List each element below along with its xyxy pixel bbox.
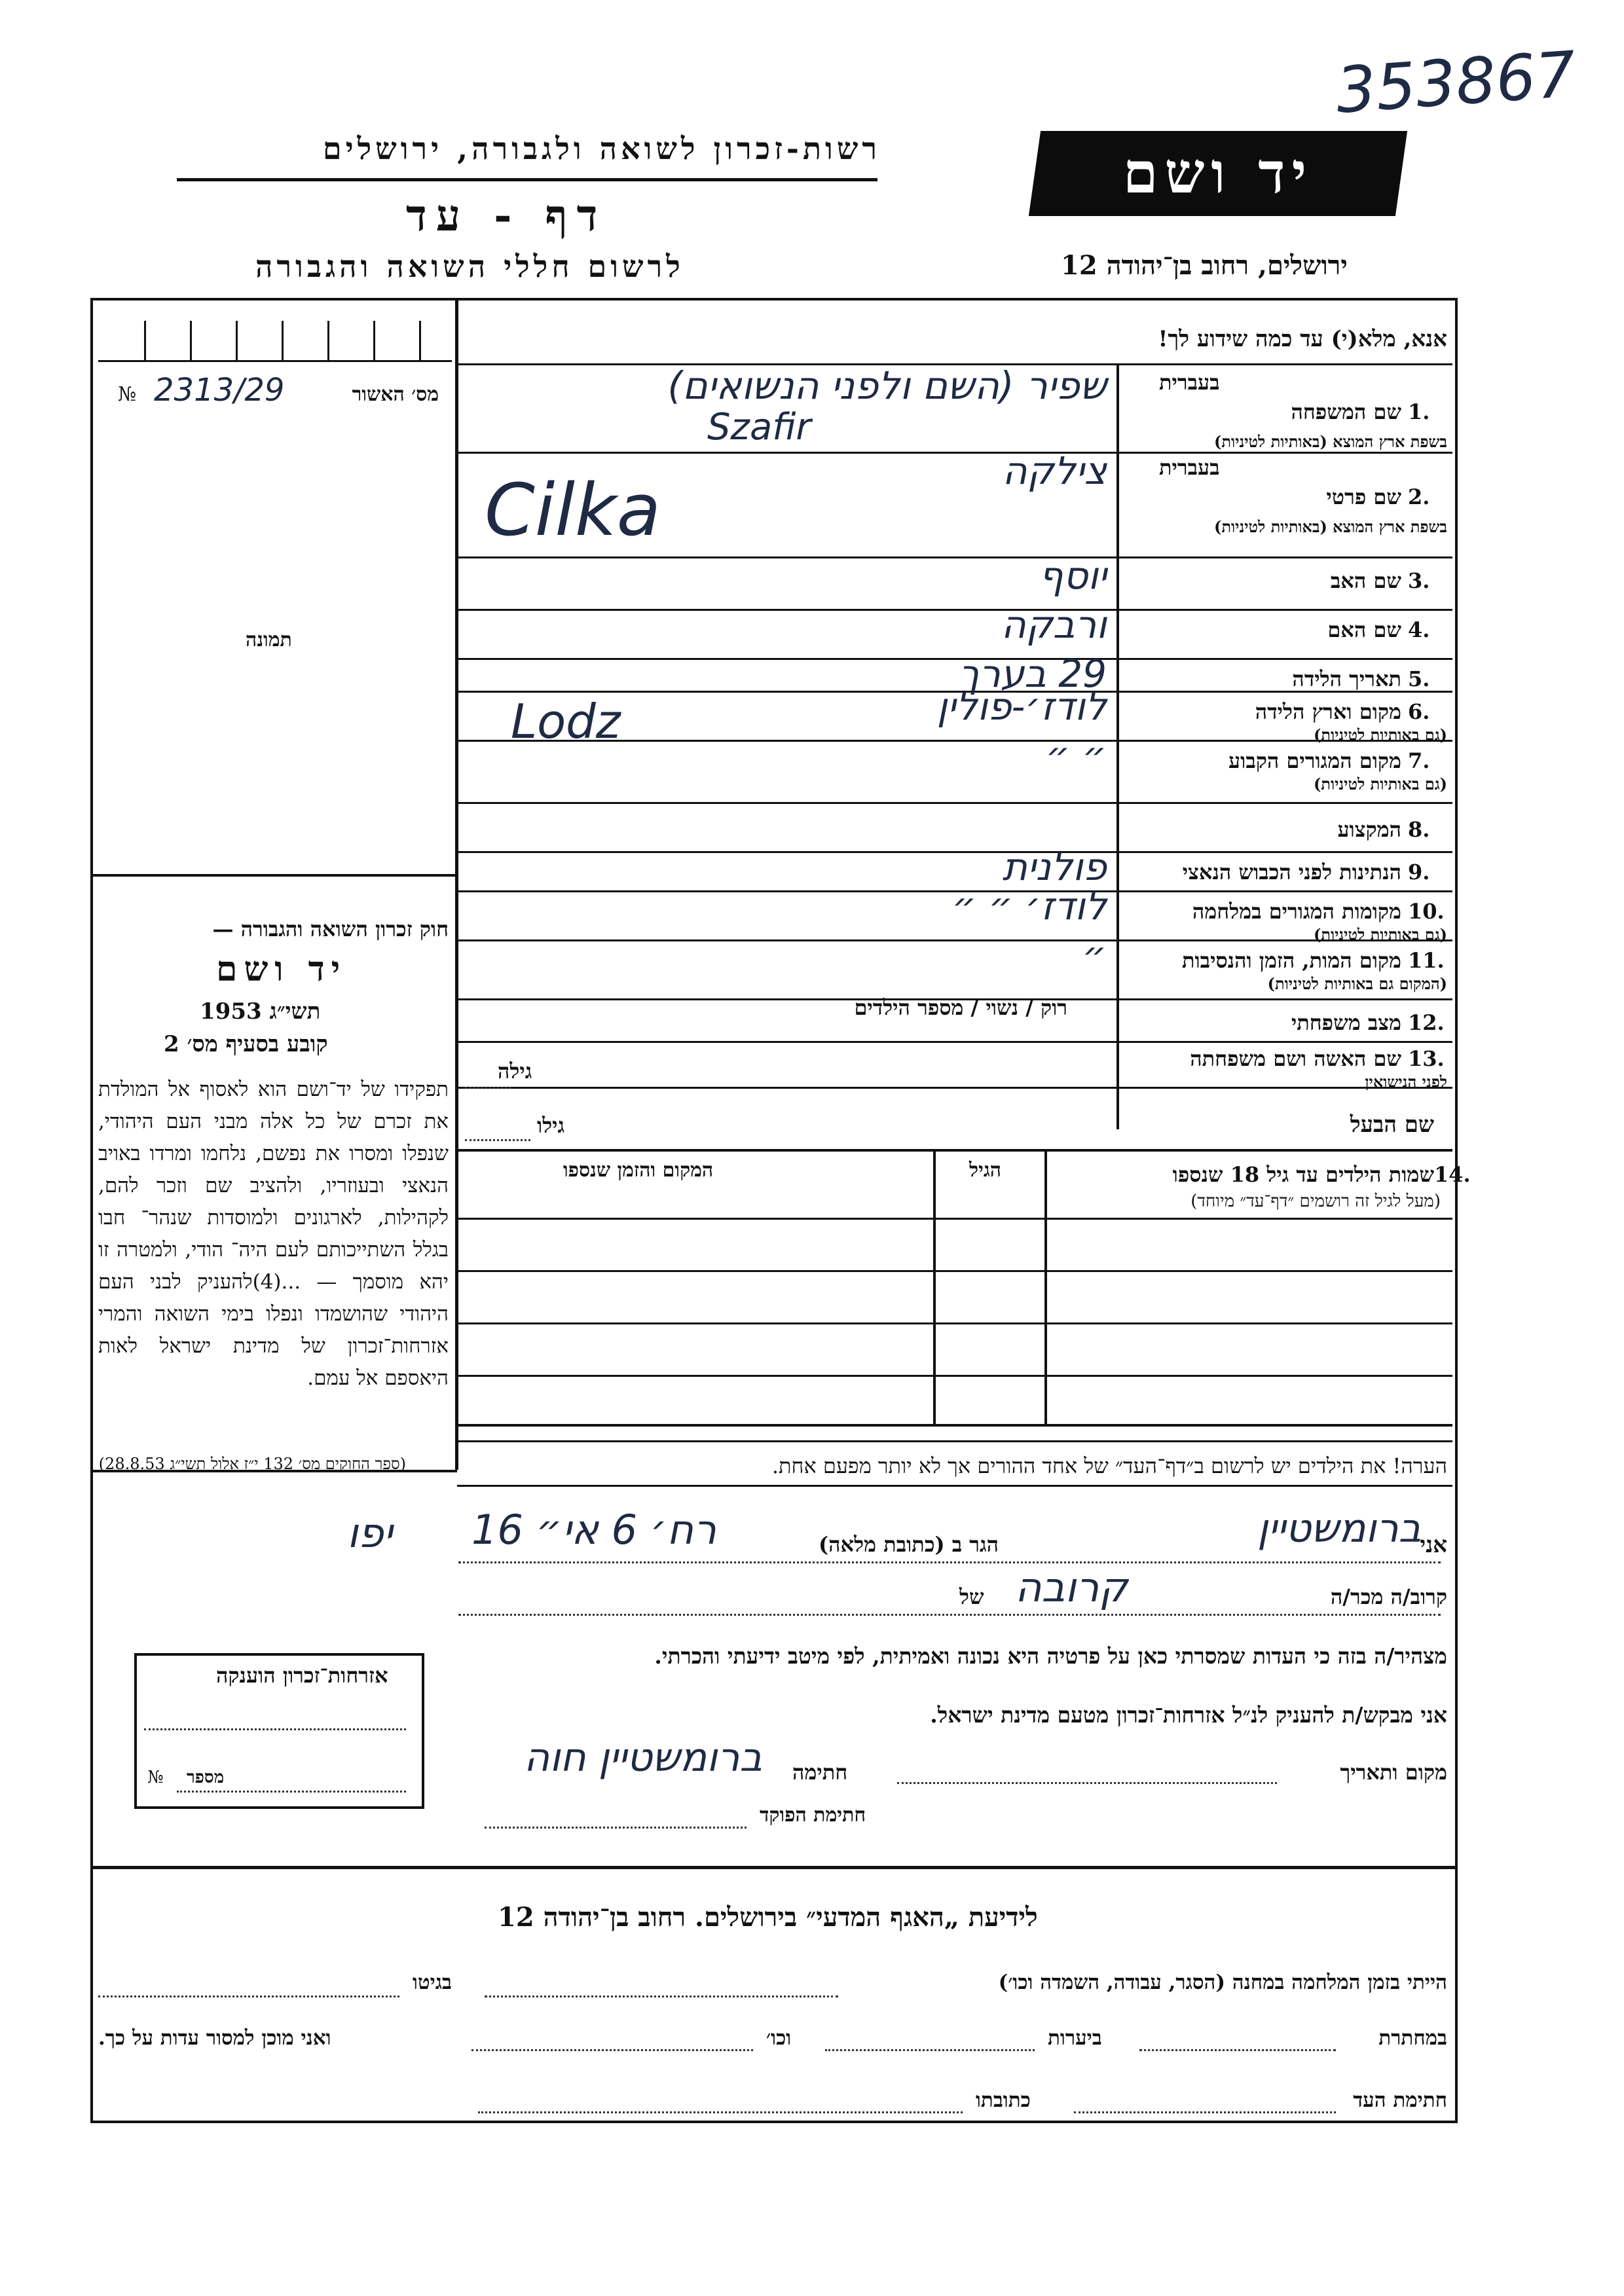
law-year: תשי״ג 1953 <box>200 998 321 1025</box>
field-number: 5. <box>1408 666 1430 691</box>
footer-line3-b: כתובתו <box>976 2088 1031 2112</box>
footer-notice: לידיעת „האגף המדעי״ בירושלים. רחוב בן־יהודה 12 <box>498 1902 1038 1933</box>
logo-text: יד ושם <box>1122 140 1314 206</box>
field-label: המקצוע <box>1337 817 1401 842</box>
field-number: 11. <box>1408 948 1445 973</box>
intro-text: אנא, מלא(י) עד כמה שידוע לך! <box>1158 326 1447 352</box>
footer-line2-d: ואני מוכן למסור עדות על כך. <box>98 2026 331 2050</box>
place-date-line[interactable] <box>897 1782 1277 1784</box>
field-sublabel: (המקום גם באותיות לטיניות) <box>1267 974 1447 993</box>
children-row-4 <box>457 1375 1452 1377</box>
field-tag: בעברית <box>1159 370 1220 395</box>
footer-line3-a: חתימת העד <box>1353 2088 1447 2112</box>
yad-vashem-logo <box>1029 131 1407 216</box>
field-value-latin[interactable]: Lodz <box>511 694 621 749</box>
registration-ticks <box>98 321 452 362</box>
husband-label: שם הבעל <box>1350 1112 1434 1138</box>
authority-title: רשות-זכרון לשואה ולגבורה, ירושלים <box>322 131 881 166</box>
header-address: ירושלים, רחוב בן־יהודה 12 <box>1061 250 1348 281</box>
field-value[interactable]: לודז׳-פולין <box>936 684 1107 729</box>
field-value[interactable]: ״ ״ <box>1045 733 1107 778</box>
children-row-2 <box>457 1270 1452 1272</box>
field-label: שם פרטי <box>1326 484 1401 509</box>
field-label: מקומות המגורים במלחמה <box>1192 899 1401 924</box>
left-column-divider <box>455 298 458 1470</box>
footer-line1-fill[interactable] <box>485 1995 838 1997</box>
field-value[interactable]: 29 בערך <box>959 651 1107 696</box>
field-value[interactable]: ״ <box>1082 933 1107 977</box>
law-title: חוק זכרון השואה והגבורה — <box>212 917 449 941</box>
children-bottom <box>457 1424 1452 1427</box>
field-number: 3. <box>1408 568 1430 593</box>
field-number: 10. <box>1408 899 1445 924</box>
memorial-number-label: מספר <box>187 1768 225 1787</box>
margin-note: יפו <box>347 1509 393 1557</box>
declarant-ani-label: אני <box>1420 1532 1447 1558</box>
field-value-latin[interactable]: Szafir <box>707 406 811 448</box>
field-number: 2. <box>1408 484 1430 509</box>
field-sublabel: (גם באותיות לטיניות) <box>1313 925 1447 944</box>
age-label-husband: גילו <box>537 1113 565 1138</box>
registration-prefix: № <box>118 383 137 406</box>
declarant-address-label: הגר ב (כתובת מלאה) <box>819 1532 999 1557</box>
field-number: 12. <box>1408 1010 1445 1035</box>
field-label: מקום המגורים הקבוע <box>1228 748 1401 773</box>
field-sublabel: בשפת ארץ המוצא (באותיות לטיניות) <box>1214 432 1447 451</box>
field-label: שם המשפחה <box>1291 399 1401 424</box>
children-col-b <box>933 1149 936 1424</box>
footer-line2-fill-b[interactable] <box>825 2049 1035 2051</box>
field-label: מקום וארץ הלידה <box>1255 699 1401 724</box>
field-value[interactable]: צילקה <box>1002 448 1107 493</box>
field-tag: בעברית <box>1159 455 1220 480</box>
form-subtitle: לרשום חללי השואה והגבורה <box>255 249 684 284</box>
footer-divider <box>90 1866 1455 1869</box>
footer-line1-b: בגיטו <box>413 1971 452 1994</box>
field-number: 9. <box>1408 860 1430 884</box>
note-bottom <box>457 1485 1452 1487</box>
declarant-address[interactable]: רח׳ 6 אי״ 16 <box>471 1506 717 1554</box>
clerk-signature-label: חתימת הפוקד <box>760 1804 866 1827</box>
children-top <box>457 1149 1452 1152</box>
field-number: 7. <box>1408 748 1430 773</box>
law-section: קובע בסעיף מס׳ 2 <box>164 1031 328 1057</box>
age-line-13[interactable] <box>465 1087 511 1089</box>
signature-value[interactable]: ברומשטיין חוה <box>524 1735 763 1781</box>
children-number: 14. <box>1434 1162 1471 1187</box>
footer-line1-fill2[interactable] <box>98 1995 399 1997</box>
field-row-divider <box>457 802 1452 804</box>
footer-line3-fill-b[interactable] <box>478 2111 963 2113</box>
field-sublabel: (גם באותיות לטיניות) <box>1313 774 1447 793</box>
field-label: שם האם <box>1327 617 1401 642</box>
law-body: תפקידו של יד־ושם הוא לאסוף אל המולדת את זכרם של כל אלה מבני העם היהודי, שנפלו ומסרו את נפשם, נלחמו ומרדו באויב הנאצי ובעוזריו, ולהציב שם וזכר להם, לקהילות, לארגונים ולמוסדות שנהר־ חבו בגלל השתייכותם לעם היה־ הודי, ולמטרה זו יהא מוסמך — ...(4)להעניק לבני העם היהודי שהושמדו ונפלו בימי השואה והמרי אזרחות־זכרון של מדינת ישראל לאות היאספם אל עמם. <box>98 1078 449 1390</box>
field-number: 13. <box>1408 1046 1445 1071</box>
field-value[interactable]: רוק / נשוי / מספר הילדים <box>854 995 1067 1020</box>
note-top <box>457 1440 1452 1442</box>
declarant-address-line <box>458 1561 1441 1563</box>
field-label: תאריך הלידה <box>1292 666 1401 691</box>
field-sublabel: בשפת ארץ המוצא (באותיות לטיניות) <box>1214 517 1447 536</box>
relation-line <box>458 1614 1441 1616</box>
memorial-line-1 <box>144 1728 406 1730</box>
archive-number: 353867 <box>1333 37 1578 128</box>
field-number: 8. <box>1408 817 1430 842</box>
field-sublabel: לפני הנישואין <box>1365 1072 1447 1091</box>
children-row-1 <box>457 1218 1452 1220</box>
age-label-13: גילה <box>498 1059 532 1084</box>
field-value[interactable]: פולנית <box>1002 845 1107 889</box>
field-sublabel: (גם באותיות לטיניות) <box>1313 725 1447 744</box>
field-value[interactable]: שפיר (השם ולפני הנשואים) <box>667 363 1107 408</box>
place-date-label: מקום ותאריך <box>1340 1760 1447 1785</box>
footer-line3-fill-a[interactable] <box>1074 2111 1336 2113</box>
registration-label: מס׳ האשור <box>352 383 439 406</box>
field-label: שם האשה ושם משפחתה <box>1190 1046 1401 1071</box>
field-value[interactable]: ורבקה <box>1001 602 1107 647</box>
header-underline <box>177 178 877 181</box>
law-name: יד ושם <box>216 949 347 989</box>
signature-label: חתימה <box>792 1760 848 1785</box>
note-text: הערה! את הילדים יש לרשום ב״דף־העד״ של אחד ההורים אך לא יותר מפעם אחת. <box>771 1453 1447 1478</box>
field-label: מקום המות, הזמן והנסיבות <box>1181 948 1401 973</box>
footer-line2-fill-c[interactable] <box>471 2049 753 2051</box>
footer-line2-fill-a[interactable] <box>1139 2049 1336 2051</box>
memorial-line-2 <box>177 1791 406 1793</box>
field-label: מצב משפחתי <box>1291 1010 1401 1035</box>
children-col-a <box>1044 1149 1047 1424</box>
children-col-place: המקום והזמן שנספו <box>563 1159 714 1182</box>
field-row-divider <box>457 1041 1452 1043</box>
field-label: הנתינות לפני הכבוש הנאצי <box>1182 860 1401 884</box>
children-label: שמות הילדים עד גיל 18 שנספו <box>1172 1162 1434 1187</box>
children-row-3 <box>457 1322 1452 1324</box>
left-column-photo-divider <box>90 874 457 877</box>
field-number: 4. <box>1408 617 1430 642</box>
memorial-no: № <box>147 1768 164 1787</box>
photo-label: תמונה <box>246 629 292 651</box>
field-value[interactable]: יוסף <box>1039 553 1107 598</box>
field-row-divider <box>457 1087 1452 1089</box>
declarant-name[interactable]: ברומשטיין <box>1257 1506 1422 1552</box>
law-reference: (ספר החוקים מס׳ 132 י״ז אלול תשי״ג 28.8.53) <box>98 1455 406 1473</box>
field-value-latin[interactable]: Cilka <box>485 468 661 552</box>
children-sub: (מעל לגיל זה רושמים ״דף־עד״ מיוחד) <box>1190 1192 1441 1211</box>
footer-line2-b: ביערות <box>1048 2026 1102 2050</box>
footer-line2-c: וכו׳ <box>766 2026 792 2050</box>
relation-label: קרוב/ה מכר/ה <box>1330 1584 1447 1609</box>
field-number: 1. <box>1408 399 1430 424</box>
clerk-signature-line[interactable] <box>485 1827 747 1829</box>
field-label: שם האב <box>1330 568 1401 593</box>
footer-line2-a: במחתרת <box>1378 2026 1447 2050</box>
registration-number[interactable]: 2313/29 <box>154 372 285 409</box>
footer-line1-a: הייתי בזמן המלחמה במחנה (הסגר, עבודה, השמדה וכו׳) <box>998 1971 1447 1994</box>
memorial-box-title: אזרחות־זכרון הוענקה <box>216 1663 388 1688</box>
request-text: אני מבקש/ת להעניק לנ״ל אזרחות־זכרון מטעם מדינת ישראל. <box>930 1702 1447 1728</box>
label-column-divider <box>1116 363 1119 1129</box>
children-col-age: הגיל <box>969 1159 1002 1182</box>
field-value[interactable]: לודז׳ ״ ״ <box>951 884 1107 928</box>
relation-value[interactable]: קרובה <box>1015 1563 1128 1611</box>
form-title: דף - עד <box>406 190 607 241</box>
declaration-text: מצהיר/ה בזה כי העדות שמסרתי כאן על פרטיה היא נכונה ואמיתית, לפי מיטב ידיעתי והכרתי. <box>654 1643 1447 1669</box>
age-line-husband[interactable] <box>465 1139 530 1141</box>
field-number: 6. <box>1408 699 1430 724</box>
relation-of-label: של <box>959 1584 984 1609</box>
